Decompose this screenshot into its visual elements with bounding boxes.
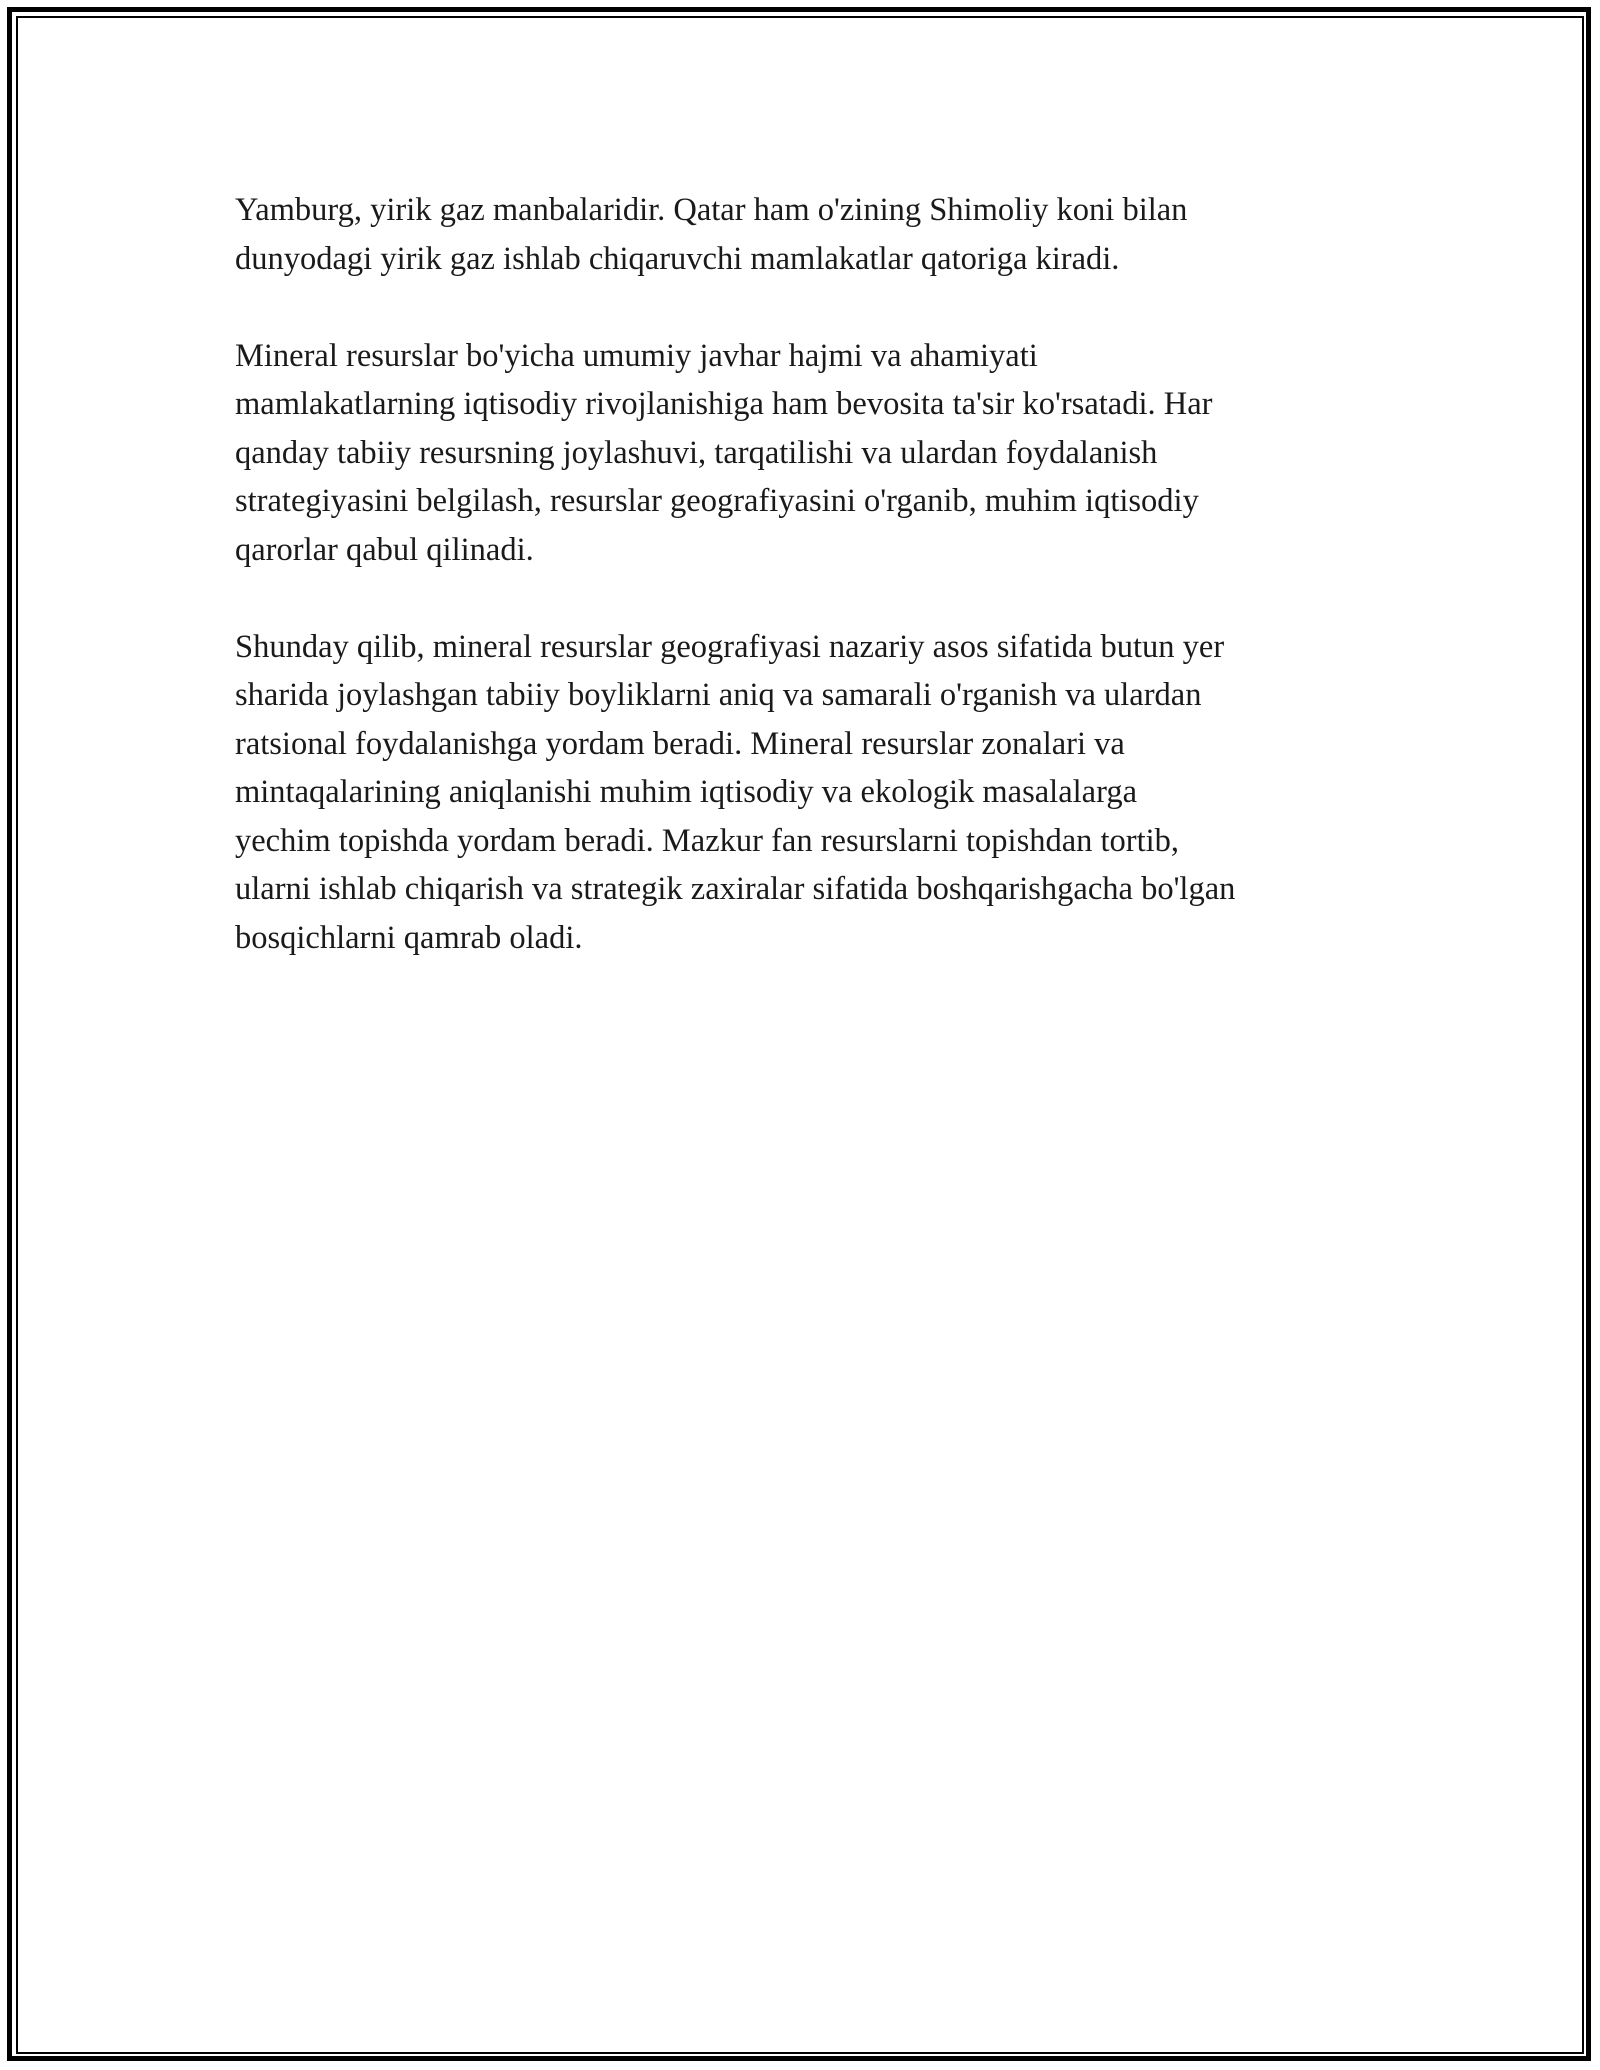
paragraph-1: Yamburg, yirik gaz manbalaridir. Qatar ham o'zining Shimoliy koni bilan dunyodagi yirik gaz ishlab chiqaruvchi mamlakatlar qatoriga kiradi. — [235, 192, 1188, 277]
paragraph-3: Shunday qilib, mineral resurslar geografiyasi nazariy asos sifatida butun yer sharida joylashgan tabiiy boyliklarni aniq va samarali o'rganish va ulardan ratsional foydalanishga yordam beradi. Mineral resurslar zonalari va mintaqalarining aniqlanishi muhim iqtisodiy va ekologik masalalarga yechim topishda yordam beradi. Mazkur fan resurslarni topishdan tortib, ularni ishlab chiqarish va strategik zaxiralar sifatida boshqarishgacha bo'lgan bosqichlarni qamrab oladi. — [235, 628, 1236, 956]
document-body — [235, 186, 1375, 1011]
paragraph-2: Mineral resurslar bo'yicha umumiy javhar hajmi va ahamiyati mamlakatlarning iqtisodiy rivojlanishiga ham bevosita ta'sir ko'rsatadi. Har qanday tabiiy resursning joylashuvi, tarqatilishi va ulardan foydalanish strategiyasini belgilash, resurslar geografiyasini o'rganib, muhim iqtisodiy qarorlar qabul qilinadi. — [235, 337, 1213, 568]
